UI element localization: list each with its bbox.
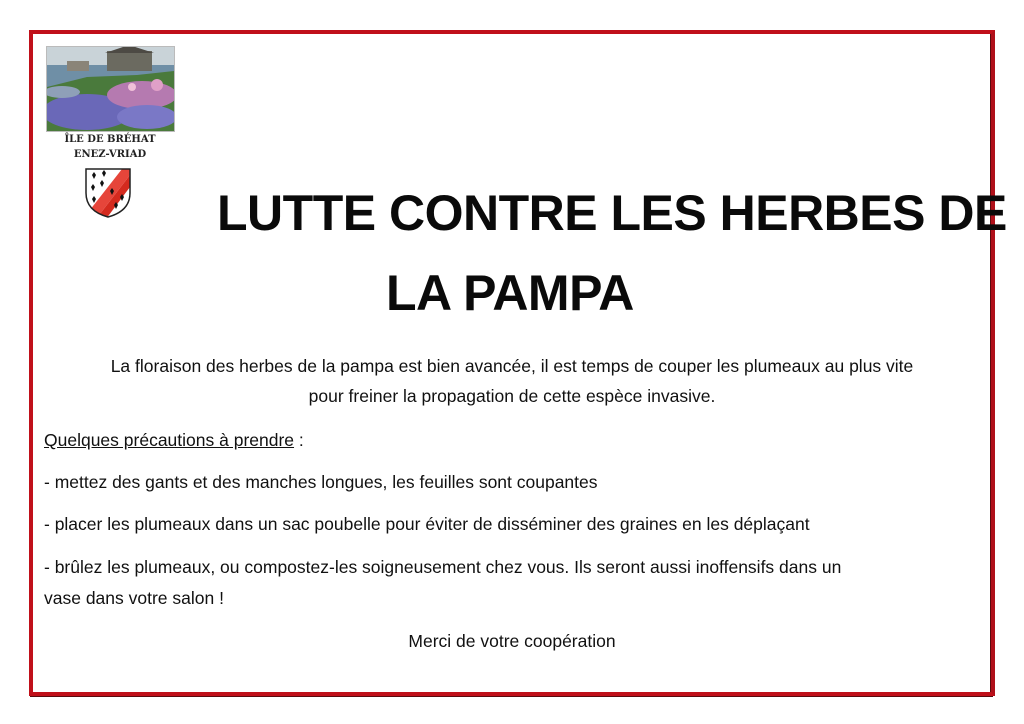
logo-text-line1: ÎLE DE BRÉHAT (64, 134, 156, 145)
precautions-heading (44, 425, 974, 455)
intro-line1: La floraison des herbes de la pampa est bien avancée, il est temps de couper les plumeaux au plus vite (110, 356, 914, 376)
precaution-item: - brûlez les plumeaux, ou compostez-les soigneusement chez vous. Ils seront aussi inoffensifs dans un (44, 557, 842, 577)
precaution-item: - placer les plumeaux dans un sac poubelle pour éviter de disséminer des graines en les déplaçant (44, 514, 810, 534)
coat-of-arms-shield-icon (82, 165, 134, 219)
precaution-item: - mettez des gants et des manches longues, les feuilles sont coupantes (44, 472, 598, 492)
precautions-heading-suffix: : (294, 430, 304, 450)
logo-text-line2: ENEZ-VRIAD (73, 149, 147, 160)
precautions-heading-text: Quelques précautions à prendre (44, 430, 295, 450)
intro-line2: pour freiner la propagation de cette espèce invasive. (308, 386, 716, 406)
precaution-item-continuation: vase dans votre salon ! (44, 588, 224, 608)
landscape-photo-icon (46, 46, 175, 132)
title-line2: LA PAMPA (386, 265, 634, 321)
closing-text: Merci de votre coopération (408, 631, 616, 651)
title-line1: LUTTE CONTRE LES HERBES DE (217, 185, 1007, 241)
